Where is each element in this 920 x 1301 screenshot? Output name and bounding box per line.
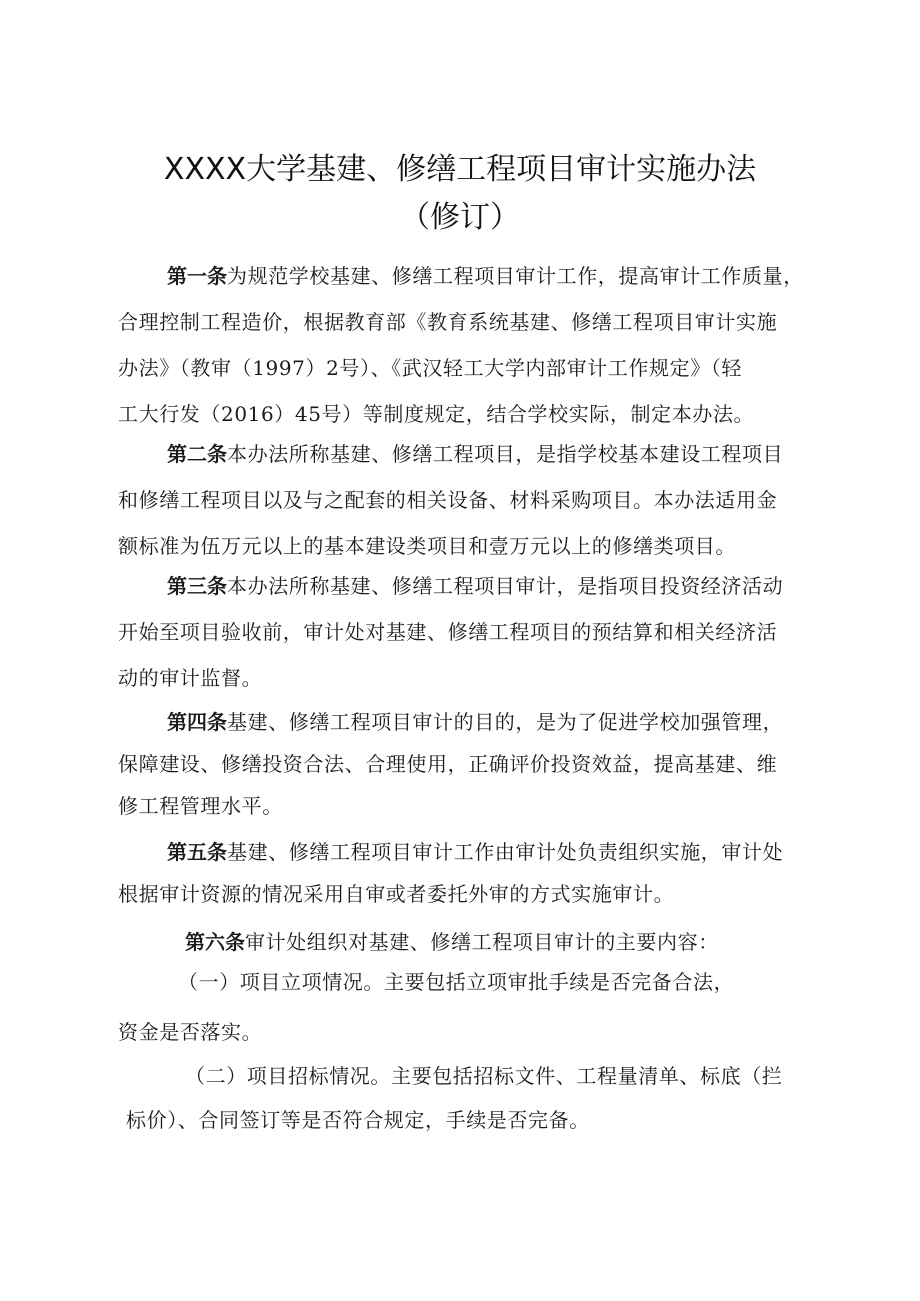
article-6-line-1: 第六条审计处组织对基建、修缮工程项目审计的主要内容： — [185, 930, 719, 954]
item-1-line-2: 资金是否落实。 — [118, 1020, 263, 1044]
article-2-line-2: 和修缮工程项目以及与之配套的相关设备、材料采购项目。本办法适用金 — [118, 488, 778, 512]
article-1-label: 第一条 — [167, 264, 227, 288]
article-1-line-1: 第一条为规范学校基建、修缮工程项目审计工作，提高审计工作质量， — [167, 264, 804, 288]
article-4-line-2: 保障建设、修缮投资合法、合理使用，正确评价投资效益，提高基建、维 — [118, 752, 778, 776]
article-4-line-1: 第四条基建、修缮工程项目审计的目的，是为了促进学校加强管理， — [167, 710, 784, 734]
article-4-line-3: 修工程管理水平。 — [118, 794, 283, 818]
article-6-label: 第六条 — [185, 930, 245, 954]
article-5-line-1: 第五条基建、修缮工程项目审计工作由审计处负责组织实施，审计处 — [167, 840, 784, 864]
article-5-line-2: 根据审计资源的情况采用自审或者委托外审的方式实施审计。 — [118, 882, 675, 906]
document-subtitle: （修订） — [400, 200, 520, 235]
article-3-label: 第三条 — [167, 574, 227, 598]
item-2-line-2: 标价）、合同签订等是否符合规定，手续是否完备。 — [126, 1108, 590, 1132]
item-1-line-1: （一）项目立项情况。主要包括立项审批手续是否完备合法， — [178, 970, 735, 994]
article-3-line-2: 开始至项目验收前，审计处对基建、修缮工程项目的预结算和相关经济活 — [118, 620, 778, 644]
article-1-line-4: 工大行发（2016）45号）等制度规定，结合学校实际，制定本办法。 — [118, 402, 755, 426]
article-3-line-3: 动的审计监督。 — [118, 666, 263, 690]
article-5-label: 第五条 — [167, 840, 227, 864]
item-2-line-1: （二）项目招标情况。主要包括招标文件、工程量清单、标底（拦 — [185, 1064, 783, 1088]
article-2-label: 第二条 — [167, 442, 227, 466]
article-1-line-3: 办法》（教审（1997）2号）、《武汉轻工大学内部审计工作规定》（轻 — [118, 356, 743, 380]
article-2-line-3: 额标准为伍万元以上的基本建设类项目和壹万元以上的修缮类项目。 — [118, 534, 736, 558]
article-3-line-1: 第三条本办法所称基建、修缮工程项目审计，是指项目投资经济活动 — [167, 574, 784, 598]
article-2-line-1: 第二条本办法所称基建、修缮工程项目，是指学校基本建设工程项目 — [167, 442, 784, 466]
article-4-label: 第四条 — [167, 710, 227, 734]
document-title: XXXX大学基建、修缮工程项目审计实施办法 — [163, 152, 757, 187]
article-1-line-2: 合理控制工程造价，根据教育部《教育系统基建、修缮工程项目审计实施 — [118, 310, 778, 334]
